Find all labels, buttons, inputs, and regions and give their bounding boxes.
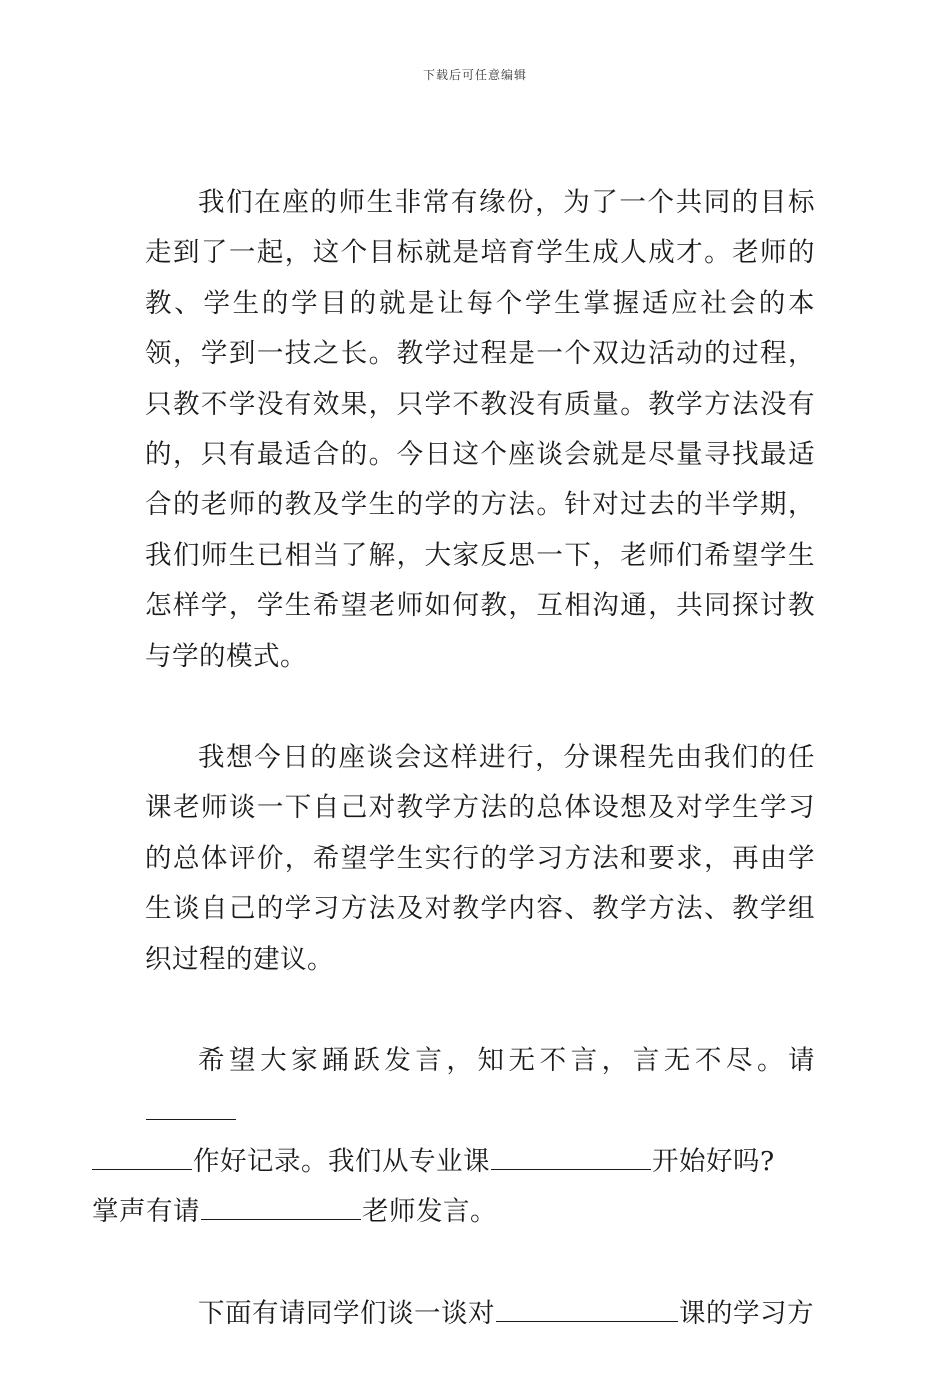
students-text-2: 课的学习方 [679, 1297, 814, 1329]
paragraph-invitation [92, 1036, 815, 1238]
page-header: 下载后可任意编辑 [422, 68, 527, 82]
invitation-text-1: 希望大家踊跃发言，知无不言，言无不尽。请 [198, 1045, 815, 1077]
invitation-text-4: 掌声有请 [92, 1196, 200, 1228]
invitation-text-3: 开始好吗? [652, 1145, 775, 1177]
paragraph-intro: 我们在座的师生非常有缘份，为了一个共同的目标走到了一起，这个目标就是培育学生成人成才。老师的教、学生的学目的就是让每个学生掌握适应社会的本领，学到一技之长。教学过程是一个双边活动的过程，只教不学没有效果，只学不教没有质量。教学方法没有的，只有最适合的。今日这个座谈会就是尽量寻找最适合的老师的教及学生的学的方法。针对过去的半学期，我们师生已相当了解，大家反思一下，老师们希望学生怎样学，学生希望老师如何教，互相沟通，共同探讨教与学的模式。 [145, 187, 815, 672]
students-text-1: 下面有请同学们谈一谈对 [198, 1297, 495, 1329]
recorder-blank-line [146, 1092, 236, 1120]
invitation-text-2: 作好记录。我们从专业课 [193, 1145, 490, 1177]
teacher-blank-line [201, 1193, 361, 1221]
recorder-blank-line-cont [92, 1142, 192, 1170]
paragraph-students [145, 1289, 815, 1339]
document-body [92, 178, 815, 1390]
paragraph-format: 我想今日的座谈会这样进行，分课程先由我们的任课老师谈一下自己对教学方法的总体设想及对学生学习的总体评价，希望学生实行的学习方法和要求，再由学生谈自己的学习方法及对教学内容、教学方法、教学组织过程的建议。 [145, 742, 815, 975]
invitation-text-5: 老师发言。 [362, 1196, 497, 1228]
course-blank-line [491, 1142, 651, 1170]
subject-blank-line [496, 1294, 678, 1322]
